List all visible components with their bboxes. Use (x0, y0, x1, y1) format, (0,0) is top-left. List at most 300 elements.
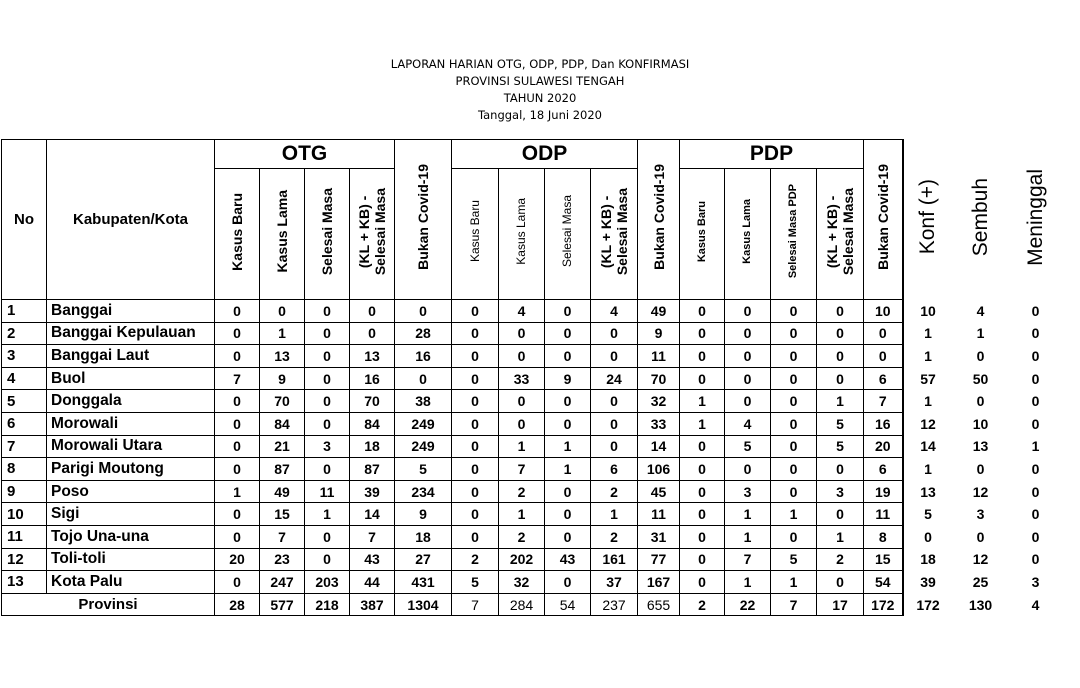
otg-value: 23 (260, 548, 305, 571)
meninggal-value: 0 (1031, 347, 1040, 364)
odp-value: 43 (545, 548, 591, 571)
odp-value: 4 (499, 300, 545, 323)
sembuh-value: 50 (972, 370, 989, 387)
otg-value: 247 (260, 571, 305, 594)
odp-bukan-covid-value: 106 (638, 458, 680, 481)
odp-value: 237 (591, 593, 638, 616)
pdp-kasus-lama-header: Kasus Lama (725, 169, 771, 300)
total-label: Provinsi (2, 593, 215, 616)
otg-value: 13 (260, 345, 305, 368)
pdp-value: 2 (680, 593, 725, 616)
otg-value: 0 (350, 322, 395, 345)
odp-bukan-covid-value: 655 (638, 593, 680, 616)
odp-bukan-covid-value: 33 (638, 412, 680, 435)
sembuh-value: 4 (976, 302, 985, 319)
odp-kl-kb-header: (KL + KB) - Selesai Masa (591, 169, 638, 300)
report-year: TAHUN 2020 (503, 91, 577, 105)
otg-bukan-covid-value: 28 (395, 322, 452, 345)
meninggal-value: 0 (1031, 325, 1040, 342)
odp-bukan-covid-value: 9 (638, 322, 680, 345)
meninggal-value: 0 (1031, 506, 1040, 523)
kabupaten-name: Toli-toli (47, 548, 215, 571)
odp-bukan-covid-value: 11 (638, 503, 680, 526)
pdp-value: 0 (771, 300, 817, 323)
odp-bukan-covid-header: Bukan Covid-19 (638, 140, 680, 300)
odp-bukan-covid-value: 70 (638, 367, 680, 390)
odp-value: 0 (452, 345, 499, 368)
konf-value: 5 (924, 506, 932, 523)
odp-value: 0 (452, 300, 499, 323)
sembuh-header: Sembuh (968, 177, 992, 257)
meninggal-value: 0 (1031, 528, 1040, 545)
total-row (2, 593, 1063, 616)
konf-value: 1 (924, 347, 932, 364)
row-number: 13 (2, 571, 47, 594)
otg-value: 218 (305, 593, 350, 616)
pdp-value: 5 (725, 435, 771, 458)
kabupaten-name: Morowali (47, 412, 215, 435)
sembuh-value: 0 (976, 460, 985, 477)
otg-value: 0 (215, 345, 260, 368)
odp-value: 0 (545, 345, 591, 368)
pdp-value: 5 (817, 435, 864, 458)
otg-value: 70 (260, 390, 305, 413)
pdp-value: 0 (817, 367, 864, 390)
pdp-value: 0 (817, 503, 864, 526)
header-group-row (2, 140, 1063, 169)
otg-bukan-covid-value: 5 (395, 458, 452, 481)
pdp-value: 0 (680, 435, 725, 458)
otg-value: 0 (215, 412, 260, 435)
otg-value: 39 (350, 480, 395, 503)
otg-value: 43 (350, 548, 395, 571)
otg-bukan-covid-value: 1304 (395, 593, 452, 616)
otg-value: 0 (215, 571, 260, 594)
pdp-value: 17 (817, 593, 864, 616)
otg-value: 0 (305, 300, 350, 323)
pdp-value: 0 (680, 367, 725, 390)
meninggal-value: 0 (1031, 460, 1040, 477)
kabupaten-name: Kota Palu (47, 571, 215, 594)
otg-bukan-covid-value: 431 (395, 571, 452, 594)
odp-value: 2 (452, 548, 499, 571)
table-row (2, 458, 1063, 481)
pdp-bukan-covid-value: 7 (864, 390, 903, 413)
otg-bukan-covid-value: 0 (395, 367, 452, 390)
pdp-value: 3 (817, 480, 864, 503)
otg-value: 87 (350, 458, 395, 481)
odp-value: 1 (499, 503, 545, 526)
odp-bukan-covid-value: 32 (638, 390, 680, 413)
table-row (2, 525, 1063, 548)
odp-value: 284 (499, 593, 545, 616)
odp-value: 0 (499, 390, 545, 413)
pdp-bukan-covid-value: 19 (864, 480, 903, 503)
odp-bukan-covid-value: 77 (638, 548, 680, 571)
odp-value: 0 (499, 412, 545, 435)
row-number: 5 (2, 390, 47, 413)
odp-value: 4 (591, 300, 638, 323)
pdp-group-header: PDP (680, 140, 864, 169)
pdp-value: 0 (771, 367, 817, 390)
table-row (2, 367, 1063, 390)
odp-value: 1 (545, 435, 591, 458)
table-row (2, 571, 1063, 594)
meninggal-value: 3 (1031, 573, 1040, 590)
odp-value: 0 (452, 412, 499, 435)
otg-value: 7 (350, 525, 395, 548)
pdp-value: 0 (725, 322, 771, 345)
otg-value: 11 (305, 480, 350, 503)
otg-value: 84 (350, 412, 395, 435)
odp-value: 0 (591, 322, 638, 345)
pdp-value: 1 (817, 525, 864, 548)
pdp-value: 0 (817, 345, 864, 368)
odp-value: 0 (452, 503, 499, 526)
otg-kl-kb-header: (KL + KB) - Selesai Masa (350, 169, 395, 300)
pdp-value: 0 (817, 300, 864, 323)
otg-value: 0 (305, 548, 350, 571)
otg-value: 84 (260, 412, 305, 435)
pdp-value: 0 (680, 300, 725, 323)
pdp-value: 0 (725, 300, 771, 323)
odp-bukan-covid-value: 14 (638, 435, 680, 458)
report-title: LAPORAN HARIAN OTG, ODP, PDP, Dan KONFIRMASI (390, 57, 690, 71)
report-title-block (0, 56, 1080, 124)
konf-value: 12 (920, 415, 936, 432)
otg-value: 21 (260, 435, 305, 458)
table-row (2, 300, 1063, 323)
pdp-value: 0 (680, 548, 725, 571)
table-row (2, 548, 1063, 571)
otg-bukan-covid-value: 234 (395, 480, 452, 503)
odp-value: 6 (591, 458, 638, 481)
odp-value: 0 (545, 480, 591, 503)
odp-kasus-baru-header: Kasus Baru (452, 169, 499, 300)
pdp-value: 0 (680, 322, 725, 345)
otg-value: 203 (305, 571, 350, 594)
kabupaten-name: Sigi (47, 503, 215, 526)
konf-value: 57 (920, 370, 936, 387)
odp-value: 0 (545, 412, 591, 435)
otg-value: 387 (350, 593, 395, 616)
kabupaten-name: Tojo Una-una (47, 525, 215, 548)
kabupaten-name: Banggai Kepulauan (47, 322, 215, 345)
kabupaten-name: Banggai (47, 300, 215, 323)
pdp-value: 1 (680, 412, 725, 435)
odp-bukan-covid-value: 167 (638, 571, 680, 594)
odp-value: 24 (591, 367, 638, 390)
otg-bukan-covid-value: 27 (395, 548, 452, 571)
otg-value: 0 (215, 322, 260, 345)
meninggal-value: 0 (1031, 483, 1040, 500)
pdp-value: 0 (771, 322, 817, 345)
konf-value: 14 (920, 438, 936, 455)
otg-value: 70 (350, 390, 395, 413)
kabupaten-name: Morowali Utara (47, 435, 215, 458)
row-number: 2 (2, 322, 47, 345)
odp-value: 0 (499, 322, 545, 345)
otg-value: 16 (350, 367, 395, 390)
report-date: Tanggal, 18 Juni 2020 (478, 108, 602, 122)
table-row (2, 435, 1063, 458)
otg-kasus-lama-header: Kasus Lama (260, 169, 305, 300)
row-number: 12 (2, 548, 47, 571)
pdp-value: 7 (725, 548, 771, 571)
pdp-bukan-covid-value: 8 (864, 525, 903, 548)
otg-value: 15 (260, 503, 305, 526)
odp-value: 1 (591, 503, 638, 526)
pdp-value: 4 (725, 412, 771, 435)
otg-value: 44 (350, 571, 395, 594)
col-no-header: No (2, 140, 47, 300)
konf-value: 10 (920, 302, 936, 319)
kabupaten-name: Donggala (47, 390, 215, 413)
row-number: 9 (2, 480, 47, 503)
pdp-value: 1 (817, 390, 864, 413)
odp-value: 2 (591, 480, 638, 503)
sembuh-value: 12 (972, 551, 989, 568)
otg-bukan-covid-value: 16 (395, 345, 452, 368)
konf-value: 13 (920, 483, 936, 500)
kabupaten-name: Poso (47, 480, 215, 503)
pdp-bukan-covid-value: 0 (864, 345, 903, 368)
pdp-bukan-covid-value: 10 (864, 300, 903, 323)
otg-value: 0 (350, 300, 395, 323)
otg-bukan-covid-header: Bukan Covid-19 (395, 140, 452, 300)
pdp-value: 7 (771, 593, 817, 616)
otg-value: 0 (305, 412, 350, 435)
pdp-bukan-covid-value: 6 (864, 458, 903, 481)
pdp-value: 0 (817, 322, 864, 345)
otg-bukan-covid-value: 18 (395, 525, 452, 548)
meninggal-value: 0 (1031, 415, 1040, 432)
meninggal-header: Meninggal (1023, 168, 1047, 266)
pdp-value: 2 (817, 548, 864, 571)
odp-value: 0 (452, 525, 499, 548)
pdp-value: 1 (725, 525, 771, 548)
sembuh-value: 13 (972, 438, 989, 455)
table-row (2, 345, 1063, 368)
row-number: 7 (2, 435, 47, 458)
row-number: 11 (2, 525, 47, 548)
row-number: 1 (2, 300, 47, 323)
odp-value: 0 (452, 435, 499, 458)
meninggal-value: 4 (1031, 596, 1040, 613)
pdp-value: 0 (680, 458, 725, 481)
odp-value: 33 (499, 367, 545, 390)
konf-value: 39 (920, 573, 936, 590)
odp-value: 0 (452, 367, 499, 390)
otg-value: 0 (305, 458, 350, 481)
odp-value: 7 (499, 458, 545, 481)
odp-bukan-covid-value: 49 (638, 300, 680, 323)
odp-value: 0 (545, 571, 591, 594)
odp-value: 5 (452, 571, 499, 594)
pdp-value: 1 (680, 390, 725, 413)
otg-value: 49 (260, 480, 305, 503)
report-province: PROVINSI SULAWESI TENGAH (455, 74, 625, 88)
pdp-value: 1 (725, 503, 771, 526)
pdp-value: 0 (725, 390, 771, 413)
konf-value: 1 (924, 325, 932, 342)
pdp-bukan-covid-value: 0 (864, 322, 903, 345)
sembuh-value: 3 (976, 506, 985, 523)
otg-bukan-covid-value: 38 (395, 390, 452, 413)
pdp-value: 0 (771, 345, 817, 368)
otg-value: 13 (350, 345, 395, 368)
pdp-value: 0 (771, 390, 817, 413)
pdp-bukan-covid-value: 6 (864, 367, 903, 390)
pdp-value: 0 (771, 412, 817, 435)
odp-bukan-covid-value: 45 (638, 480, 680, 503)
otg-value: 20 (215, 548, 260, 571)
sembuh-value: 0 (976, 347, 985, 364)
otg-group-header: OTG (215, 140, 395, 169)
otg-value: 0 (260, 300, 305, 323)
report-body (2, 300, 1063, 616)
kabupaten-name: Banggai Laut (47, 345, 215, 368)
otg-value: 7 (260, 525, 305, 548)
kabupaten-name: Buol (47, 367, 215, 390)
odp-value: 1 (499, 435, 545, 458)
pdp-value: 0 (771, 480, 817, 503)
otg-value: 18 (350, 435, 395, 458)
row-number: 4 (2, 367, 47, 390)
otg-value: 1 (305, 503, 350, 526)
odp-value: 0 (452, 480, 499, 503)
otg-value: 0 (305, 367, 350, 390)
table-row (2, 503, 1063, 526)
odp-value: 0 (452, 322, 499, 345)
otg-bukan-covid-value: 0 (395, 300, 452, 323)
pdp-bukan-covid-value: 11 (864, 503, 903, 526)
pdp-value: 0 (725, 458, 771, 481)
odp-value: 9 (545, 367, 591, 390)
otg-value: 9 (260, 367, 305, 390)
otg-value: 0 (215, 390, 260, 413)
odp-value: 0 (591, 345, 638, 368)
pdp-value: 0 (680, 480, 725, 503)
otg-value: 14 (350, 503, 395, 526)
odp-value: 32 (499, 571, 545, 594)
konf-value: 0 (924, 528, 932, 545)
otg-value: 87 (260, 458, 305, 481)
odp-value: 0 (591, 412, 638, 435)
pdp-kl-kb-header: (KL + KB) - Selesai Masa (817, 169, 864, 300)
odp-value: 1 (545, 458, 591, 481)
odp-selesai-masa-header: Selesai Masa (545, 169, 591, 300)
pdp-selesai-masa-header: Selesai Masa PDP (771, 169, 817, 300)
otg-value: 3 (305, 435, 350, 458)
otg-value: 1 (260, 322, 305, 345)
pdp-value: 0 (725, 345, 771, 368)
odp-value: 7 (452, 593, 499, 616)
pdp-bukan-covid-value: 172 (864, 593, 903, 616)
konf-header: Konf (+) (916, 179, 939, 255)
odp-value: 0 (545, 525, 591, 548)
odp-value: 37 (591, 571, 638, 594)
odp-value: 0 (545, 390, 591, 413)
otg-value: 577 (260, 593, 305, 616)
otg-value: 28 (215, 593, 260, 616)
sembuh-value: 25 (972, 573, 989, 590)
odp-value: 54 (545, 593, 591, 616)
otg-value: 0 (305, 525, 350, 548)
odp-value: 2 (499, 480, 545, 503)
odp-value: 0 (545, 322, 591, 345)
otg-value: 0 (215, 503, 260, 526)
meninggal-value: 1 (1031, 438, 1040, 455)
pdp-value: 1 (725, 571, 771, 594)
pdp-value: 0 (680, 345, 725, 368)
odp-value: 2 (591, 525, 638, 548)
kabupaten-name: Parigi Moutong (47, 458, 215, 481)
odp-value: 0 (452, 458, 499, 481)
pdp-kasus-baru-header: Kasus Baru (680, 169, 725, 300)
pdp-value: 5 (817, 412, 864, 435)
otg-value: 0 (215, 525, 260, 548)
pdp-value: 22 (725, 593, 771, 616)
meninggal-value: 0 (1031, 302, 1040, 319)
row-number: 6 (2, 412, 47, 435)
otg-bukan-covid-value: 249 (395, 412, 452, 435)
otg-bukan-covid-value: 249 (395, 435, 452, 458)
odp-value: 0 (545, 503, 591, 526)
odp-value: 202 (499, 548, 545, 571)
otg-value: 0 (305, 345, 350, 368)
sembuh-value: 0 (976, 393, 985, 410)
otg-bukan-covid-value: 9 (395, 503, 452, 526)
odp-value: 0 (591, 390, 638, 413)
odp-bukan-covid-value: 31 (638, 525, 680, 548)
otg-value: 0 (215, 435, 260, 458)
sembuh-value: 0 (976, 528, 985, 545)
pdp-value: 0 (771, 525, 817, 548)
pdp-bukan-covid-header: Bukan Covid-19 (864, 140, 903, 300)
table-row (2, 480, 1063, 503)
table-row (2, 390, 1063, 413)
konf-value: 1 (924, 393, 932, 410)
row-number: 3 (2, 345, 47, 368)
sembuh-value: 130 (968, 596, 993, 613)
sembuh-value: 12 (972, 483, 989, 500)
pdp-value: 0 (680, 571, 725, 594)
otg-value: 0 (215, 458, 260, 481)
konf-value: 1 (924, 460, 932, 477)
pdp-value: 1 (771, 503, 817, 526)
otg-kasus-baru-header: Kasus Baru (215, 169, 260, 300)
konf-value: 18 (920, 551, 936, 568)
sembuh-value: 10 (972, 415, 989, 432)
pdp-value: 0 (817, 571, 864, 594)
otg-value: 1 (215, 480, 260, 503)
pdp-value: 1 (771, 571, 817, 594)
odp-value: 0 (499, 345, 545, 368)
meninggal-value: 0 (1031, 393, 1040, 410)
pdp-bukan-covid-value: 16 (864, 412, 903, 435)
odp-value: 161 (591, 548, 638, 571)
table-row (2, 322, 1063, 345)
pdp-value: 5 (771, 548, 817, 571)
meninggal-value: 0 (1031, 370, 1040, 387)
otg-value: 0 (305, 390, 350, 413)
col-kabupaten-header: Kabupaten/Kota (47, 140, 215, 300)
row-number: 10 (2, 503, 47, 526)
pdp-bukan-covid-value: 15 (864, 548, 903, 571)
sembuh-value: 1 (976, 325, 985, 342)
pdp-value: 3 (725, 480, 771, 503)
